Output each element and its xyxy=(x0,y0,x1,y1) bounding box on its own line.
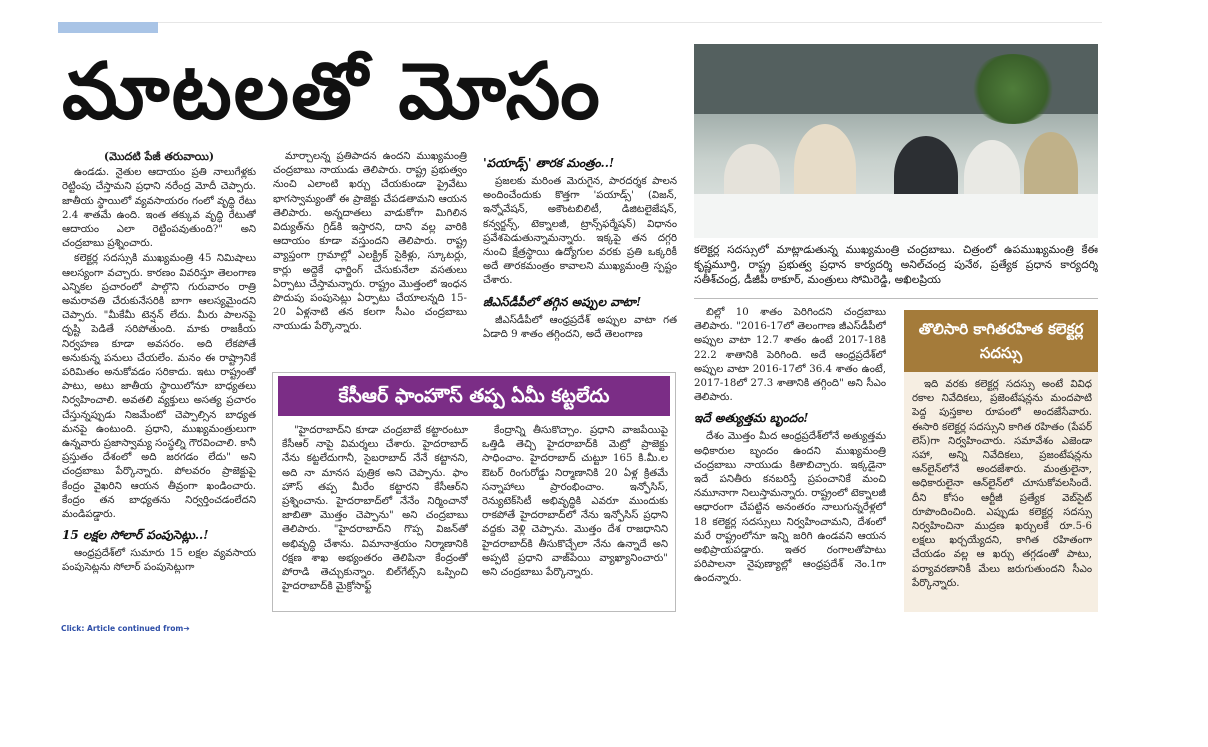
paragraph: ఇది వరకు కలెక్టర్ల సదస్సు అంటే వివిధ రకాల నివేదికలు, ప్రజెంటేషన్లను మందపాటి పెద్ద పుస్తకాల రూపంలో అందజేసేవారు. ఈసారి కలెక్టర్ల సదస్సుని కాగిత రహితం (పేపర్ లెస్)గా నిర్వహించారు. సమావేశం ఎజెండా సహా, అన్ని నివేదికలు, ప్రజంటేషన్లను ఆన్‌లైన్‌లోనే అందజేశారు. మంత్రులైనా, అధికారులైనా ఆన్‌లైన్‌లో చూసుకోవలసిందే. దీని కోసం ఆర్టీజీ ప్రత్యేక వెబ్‌సైట్ రూపొందించింది. ఎప్పుడు కలెక్టర్ల సదస్సు నిర్వహించినా ముద్రణ ఖర్చులకే రూ.5-6 లక్షలు ఖర్చయ్యేదని, కాగిత రహితంగా చేయడం వల్ల ఆ ఖర్చు తగ్గడంతో పాటు, పర్యావరణానికీ మేలు జరుగుతుందని సీఎం పేర్కొన్నారు. xyxy=(912,379,1092,589)
subheading: ఇదే అత్యుత్తమ బృందం! xyxy=(694,411,809,426)
boxed-story-banner: కేసీఆర్ ఫాంహౌస్ తప్ప ఏమీ కట్టలేదు xyxy=(278,376,670,416)
sidebar-title: తొలిసారి కాగితరహిత కలెక్టర్ల సదస్సు xyxy=(904,310,1098,372)
sidebar-body xyxy=(912,378,1092,608)
paragraph: ఆంధ్రప్రదేశ్‌లో సుమారు 15 లక్షల వ్యవసాయ పంపుసెట్లను సోలార్ పంపుసెట్లుగా xyxy=(62,548,256,574)
paragraph: "హైదరాబాద్‌ని కూడా చంద్రబాబే కట్టారంటూ కేసీఆర్ నాపై విమర్శలు చేశారు. హైదరాబాద్ నేను కట్టలేదుగానీ, సైబరాబాద్ నేనే కట్టానని, అది నా మానస పుత్రిక అని చెప్పాను. ఫాం హౌస్ తప్ప మీరేం కట్టారని కేసీఆర్‌ని ప్రశ్నించాను. హైదరాబాద్‌లో నేనేం నిర్మించానో జాబితా మొత్తం చెప్పాను" అని చంద్రబాబు తెలిపారు. "హైదరాబాద్‌ని గొప్ప విజన్‌తో అభివృద్ధి చేశాను. విమానాశ్రయం నిర్మాణానికి రక్షణ శాఖ అభ్యంతరం తెలిపినా కేంద్రంతో పోరాడి తెచ్చుకున్నాం. బిల్‌గేట్స్‌ని ఒప్పించి హైదరాబాద్‌కి మైక్రోసాఫ్ట్ xyxy=(282,425,468,593)
paragraph: కలెక్టర్ల సదస్సుకి ముఖ్యమంత్రి 45 నిమిషాలు ఆలస్యంగా వచ్చారు. కారణం వివరిస్తూ తెలంగాణ ఎన్నికల ప్రచారంలో పాల్గొని గురువారం రాత్రి అమరావతి చేరుకునేసరికి బాగా ఆలస్యమైందని చెప్పారు. "మీకేమీ టెన్షన్ లేదు. మీరు పాలనపై దృష్టి పెడితే సరిపోతుంది. మాకు రాజకీయ నిర్వహణ కూడా అవసరం. అది లేకపోతే అనుకున్న పనులు చేయలేం. మనం ఈ రాష్ట్రానికే పరిమితం అనుకోవడం సరికాదు. ఇటు రాష్ట్రంతో పాటు, అటు జాతీయ స్థాయిలోనూ బాధ్యతలు నిర్వహించాలి. అవతలి వ్యక్తులు అసత్య ప్రచారం చేస్తున్నప్పుడు నిజమేంటో చెప్పాల్సిన బాధ్యత మనపై ఉంటుంది. ప్రధాని, ముఖ్యమంత్రులుగా ఉన్నవారు ప్రజాస్వామ్య సంస్థల్ని గౌరవించాలి. కానీ ప్రస్తుతం దేశంలో అది జరగడం లేదు" అని చంద్రబాబు పేర్కొన్నారు. పోలవరం ప్రాజెక్టుపై కేంద్రం వైఖరిని ఆయన తీవ్రంగా ఖండించారు. కేంద్రం తన బాధ్యతను నిర్వర్తించడంలేదని మండిపడ్డారు. xyxy=(62,253,256,521)
headline: మాటలతో మోసం xyxy=(62,47,602,137)
continued-link-label[interactable]: Click: Article continued from xyxy=(61,624,184,633)
divider xyxy=(694,298,1098,299)
paragraph: ప్రజలకు మరింత మెరుగైన, పారదర్శక పాలన అందించేందుకు కొత్తగా 'పయాడ్స్' (విజన్, ఇన్నోవేషన్, అకౌంటబిలిటీ, డిజిటలైజేషన్, కన్వర్జన్స్, టెక్నాలజీ, ట్రాన్స్‌ఫర్మేషన్) విధానం ప్రవేశపెడుతున్నామన్నారు. ఇక్కపై తన దగ్గరి నుంచి క్షేత్రస్థాయి ఉద్యోగుల వరకు ప్రతి ఒక్కరికీ అదే తారకమంత్రం కావాలని ముఖ్యమంత్రి స్పష్టం చేశారు. xyxy=(483,176,677,287)
paragraph: బిల్లో 10 శాతం పెరిగిందని చంద్రబాబు తెలిపారు. "2016-17లో తెలంగాణ జీఎస్‌డీపీలో అప్పుల వాటా 12.7 శాతం ఉంటే 2017-18కి 22.2 శాతానికి పెరిగింది. అదే ఆంధ్రప్రదేశ్‌లో అప్పుల వాటా 2016-17లో 36.4 శాతం ఉంటే, 2017-18లో 27.3 శాతానికి తగ్గింది" అని సీఎం తెలిపారు. xyxy=(694,307,886,404)
article-column-1 xyxy=(62,150,256,612)
subheading: జీఎస్‌డీపీలో తగ్గిన అప్పుల వాటా! xyxy=(483,294,642,309)
photo-plant xyxy=(968,54,1058,124)
article-column-2 xyxy=(273,150,467,362)
paragraph: ఉండడు. నైతుల ఆదాయం ప్రతి నాలుగేళ్లకు రెట్టింపు చేస్తామని ప్రధాని నరేంద్ర మోదీ చెప్పారు. జాతీయ స్థాయిలో వ్యవసాయరం గంలో వృద్ధి రేటు 2.4 శాతమే ఉంది. ఇంత తక్కువ వృద్ధి రేటుతో ఆదాయం ఎలా రెట్టింపవుతుంది?" అని చంద్రబాబు ప్రశ్నించారు. xyxy=(62,167,256,250)
boxed-story-column-1 xyxy=(282,424,468,608)
photo-table xyxy=(694,194,1098,238)
top-rule xyxy=(58,22,1102,23)
paragraph: జీఎస్‌డీపీలో ఆంధ్రప్రదేశ్ అప్పుల వాటా గత ఏడాది 9 శాతం తగ్గిందని, అదే తెలంగాణ xyxy=(483,314,677,340)
article-column-3 xyxy=(483,150,677,362)
article-column-4 xyxy=(694,306,886,612)
continued-from-marker: (మొదటి పేజీ తరువాయి) xyxy=(103,150,215,163)
paragraph: మార్చాలన్న ప్రతిపాదన ఉందని ముఖ్యమంత్రి చంద్రబాబు నాయుడు తెలిపారు. రాష్ట్ర ప్రభుత్వం నుంచి ఎలాంటి ఖర్చు చేయకుండా ప్రైవేటు భాగస్వామ్యంతో ఈ ప్రాజెక్టు చేపడతామని ఆయన తెలిపారు. అన్నదాతలు వాడుకోగా మిగిలిన విద్యుత్‌ను గ్రిడ్‌కి ఇస్తారని, దాని వల్ల వారికి ఆదాయం కూడా వస్తుందని తెలిపారు. రాష్ట్ర వ్యాప్తంగా గ్రామాల్లో ఎలక్ట్రిక్ సైకిళ్లు, స్కూటర్లు, కార్లు అద్దెకే ఛార్జింగ్ చేసుకునేలా వసతులు ఏర్పాటు చేస్తామన్నారు. రాష్ట్రం మొత్తంలో ఇంధన పొదుపు పంపుసెట్లు ఏర్పాటు చేయాలన్నది 15-20 ఏళ్లనాటి తన కలగా సీఎం చంద్రబాబు నాయుడు పేర్కొన్నారు. xyxy=(273,151,467,333)
photo-caption: కలెక్టర్ల సదస్సులో మాట్లాడుతున్న ముఖ్యమంత్రి చంద్రబాబు. చిత్రంలో ఉపముఖ్యమంత్రి కేఈ కృష్ణమూర్తి, రాష్ట్ర ప్రభుత్వ ప్రధాన కార్యదర్శి అనిల్‌చంద్ర పునేఠ, ప్రత్యేక ప్రధాన కార్యదర్శి సతీశ్‌చంద్ర, డీజీపీ ఠాకూర్, మంత్రులు సోమిరెడ్డి, అఖిలప్రియ xyxy=(694,243,1098,286)
boxed-story-column-2 xyxy=(482,424,668,608)
arrow-icon: ➔ xyxy=(183,624,190,633)
top-accent-bar xyxy=(58,22,158,33)
subheading: 15 లక్షల సోలార్ పంపుసెట్లు..! xyxy=(62,528,209,543)
paragraph: దేశం మొత్తం మీద ఆంధ్రప్రదేశ్‌లోనే అత్యుత్తమ అధికారుల బృందం ఉందని ముఖ్యమంత్రి చంద్రబాబు నాయుడు కితాబిచ్చారు. ఇక్కడైనా ఇదే పనితీరు కనబరిస్తే ప్రపంచానికే మంచి నమూనాగా నిలుస్తామన్నారు. రాష్ట్రంలో టెక్నాలజీ ఆధారంగా చేపట్టిన అనంతరం నాలుగున్నరేళ్లలో 18 కలెక్టర్ల సదస్సులు నిర్వహించామని, దేశంలో మరే రాష్ట్రంలోనూ ఇన్ని జరిగి ఉండవని ఆయన అభిప్రాయపడ్డారు. ఇతర రంగాలతోపాటు పరిపాలనా నైపుణ్యాల్లో ఆంధ్రప్రదేశ్ నెం.1గా ఉందన్నారు. xyxy=(694,431,886,585)
press-photo xyxy=(694,44,1098,238)
continued-link[interactable] xyxy=(61,624,190,633)
paragraph: కేంద్రాన్ని తీసుకొచ్చాం. ప్రధాని వాజపేయిపై ఒత్తిడి తెచ్చి హైదరాబాద్‌కి మెట్రో ప్రాజెక్టు సాధించాం. హైదరాబాద్ చుట్టూ 165 కి.మీ.ల ఔటర్ రింగురోడ్డు నిర్మాణానికి 20 ఏళ్ల క్రితమే సన్నాహాలు ప్రారంభించాం. ఇన్ఫోసిస్, రెన్యుటెక్‌సిటీ అభివృద్ధికి ఎవరూ ముందుకు రాకపోతే హైదరాబాద్‌లో నేను ఇన్ఫోసిస్ ప్రధాని వద్దకు వెళ్లి చెప్పాను. మొత్తం దేశ రాజధానిని హైదరాబాద్‌కి తీసుకొచ్చేలా నేను ఉన్నాదే అని అప్పటి ప్రధాని వాజ్‌పేయి వ్యాఖ్యానించారు" అని చంద్రబాబు పేర్కొన్నారు. xyxy=(482,425,668,579)
subheading: 'పయాడ్స్' తారక మంత్రం..! xyxy=(483,156,615,170)
